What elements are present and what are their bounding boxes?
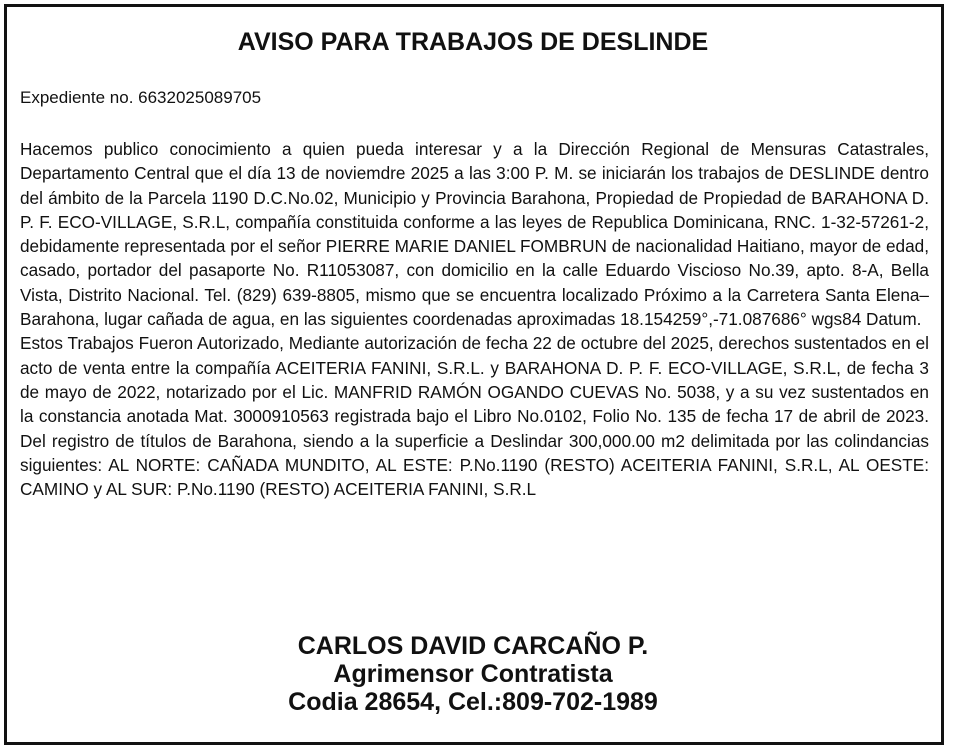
signatory-contact: Codia 28654, Cel.:809-702-1989: [288, 688, 658, 716]
expediente-number: Expediente no. 6632025089705: [20, 88, 262, 107]
signatory-role: Agrimensor Contratista: [333, 660, 613, 688]
notice-title: AVISO PARA TRABAJOS DE DESLINDE: [237, 28, 709, 56]
signature-block: [0, 632, 946, 716]
notice-body: [20, 137, 929, 501]
notice-paragraph-announcement: Hacemos publico conocimiento a quien pueda interesar y a la Dirección Regional de Mensuras Catastrales, Departamento Central que el día 13 de noviemdre 2025 a las 3:00 P. M. se iniciarán los trabajos de DESLINDE dentro del ámbito de la Parcela 1190 D.C.No.02, Municipio y Provincia Barahona, Propiedad de Propiedad de BARAHONA D. P. F. ECO-VILLAGE, S.R.L, compañía constituida conforme a las leyes de Republica Dominicana, RNC. 1-32-57261-2, debidamente representada por el señor PIERRE MARIE DANIEL FOMBRUN de nacionalidad Haitiano, mayor de edad, casado, portador del pasaporte No. R11053087, con domicilio en la calle Eduardo Viscioso No.39, apto. 8-A, Bella Vista, Distrito Nacional. Tel. (829) 639-8805, mismo que se encuentra localizado Próximo a la Carretera Santa Elena– Barahona, lugar cañada de agua, en las siguientes coordenadas aproximadas 18.154259°,-71.087686° wgs84 Datum.: [20, 139, 929, 330]
notice-paragraph-authorization: Estos Trabajos Fueron Autorizado, Mediante autorización de fecha 22 de octubre del 2025, derechos sustentados en el acto de venta entre la compañía ACEITERIA FANINI, S.R.L. y BARAHONA D. P. F. ECO-VILLAGE, S.R.L, de fecha 3 de mayo de 2022, notarizado por el Lic. MANFRID RAMÓN OGANDO CUEVAS No. 5038, y a su vez sustentados en la constancia anotada Mat. 3000910563 registrada bajo el Libro No.0102, Folio No. 135 de fecha 17 de abril de 2023. Del registro de títulos de Barahona, siendo a la superficie a Deslindar 300,000.00 m2 delimitada por las colindancias siguientes: AL NORTE: CAÑADA MUNDITO, AL ESTE: P.No.1190 (RESTO) ACEITERIA FANINI, S.R.L, AL OESTE: CAMINO y AL SUR: P.No.1190 (RESTO) ACEITERIA FANINI, S.R.L: [20, 333, 929, 500]
signatory-name: CARLOS DAVID CARCAÑO P.: [297, 632, 649, 660]
